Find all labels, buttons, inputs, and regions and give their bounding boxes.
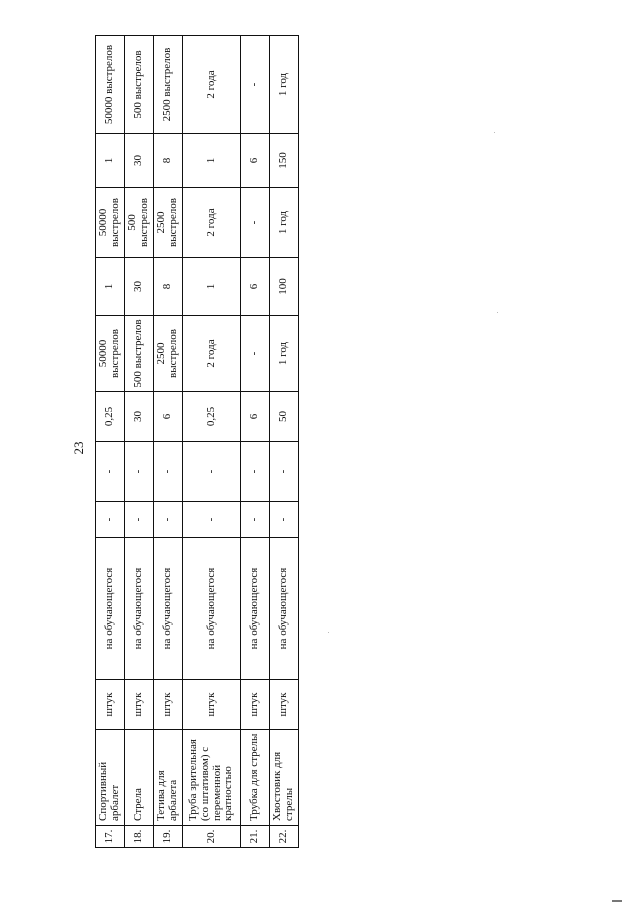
stage3-quantity: 1	[96, 258, 125, 316]
basis-cell: на обучающегося	[96, 538, 125, 680]
stage4-lifetime: 2 года	[183, 36, 241, 134]
stage1-quantity: -	[154, 502, 183, 538]
stage3-quantity: 8	[154, 258, 183, 316]
stage1-lifetime: -	[96, 442, 125, 502]
stage2-lifetime: -	[241, 316, 270, 392]
stage4-quantity: 8	[154, 134, 183, 188]
stage3-quantity: 6	[241, 258, 270, 316]
stage1-quantity: -	[183, 502, 241, 538]
stage3-lifetime: 500 выстрелов	[125, 188, 154, 258]
rotated-table-container	[95, 36, 298, 848]
stage4-quantity: 150	[270, 134, 299, 188]
stage3-lifetime: 1 год	[270, 188, 299, 258]
row-number: 17.	[96, 826, 125, 848]
item-name: Трубка для стрелы	[241, 730, 270, 826]
scan-speck	[328, 632, 329, 633]
stage4-quantity: 1	[96, 134, 125, 188]
unit-cell: штук	[241, 680, 270, 730]
scan-mark	[612, 900, 622, 902]
stage4-quantity: 30	[125, 134, 154, 188]
table-row	[154, 36, 183, 848]
row-number: 20.	[183, 826, 241, 848]
stage3-quantity: 100	[270, 258, 299, 316]
unit-cell: штук	[125, 680, 154, 730]
stage3-lifetime: -	[241, 188, 270, 258]
stage2-lifetime: 50000 выстрелов	[96, 316, 125, 392]
scan-speck	[494, 132, 495, 133]
stage1-lifetime: -	[125, 442, 154, 502]
item-name: Хвостовик для стрелы	[270, 730, 299, 826]
table-row	[183, 36, 241, 848]
stage4-quantity: 1	[183, 134, 241, 188]
stage4-lifetime: -	[241, 36, 270, 134]
row-number: 22.	[270, 826, 299, 848]
row-number: 18.	[125, 826, 154, 848]
table-body	[96, 36, 299, 848]
table-row	[96, 36, 125, 848]
unit-cell: штук	[270, 680, 299, 730]
stage1-quantity: -	[270, 502, 299, 538]
stage1-quantity: -	[125, 502, 154, 538]
basis-cell: на обучающегося	[154, 538, 183, 680]
page-number: 23	[71, 441, 86, 455]
stage4-lifetime: 1 год	[270, 36, 299, 134]
stage1-lifetime: -	[183, 442, 241, 502]
stage1-lifetime: -	[241, 442, 270, 502]
basis-cell: на обучающегося	[270, 538, 299, 680]
table-row	[241, 36, 270, 848]
unit-cell: штук	[96, 680, 125, 730]
stage1-quantity: -	[241, 502, 270, 538]
item-name: Труба зрительная (со штативом) с переменной кратностью	[183, 730, 241, 826]
item-name: Тетива для арбалета	[154, 730, 183, 826]
stage2-quantity: 50	[270, 392, 299, 442]
stage2-quantity: 6	[241, 392, 270, 442]
item-name: Спортивный арбалет	[96, 730, 125, 826]
stage2-lifetime: 2 года	[183, 316, 241, 392]
stage3-quantity: 1	[183, 258, 241, 316]
unit-cell: штук	[154, 680, 183, 730]
equipment-table	[95, 35, 299, 848]
stage4-lifetime: 500 выстрелов	[125, 36, 154, 134]
unit-cell: штук	[183, 680, 241, 730]
basis-cell: на обучающегося	[241, 538, 270, 680]
stage1-lifetime: -	[270, 442, 299, 502]
basis-cell: на обучающегося	[125, 538, 154, 680]
stage4-lifetime: 50000 выстрелов	[96, 36, 125, 134]
stage2-quantity: 30	[125, 392, 154, 442]
table-row	[125, 36, 154, 848]
stage2-lifetime: 500 выстрелов	[125, 316, 154, 392]
item-name: Стрела	[125, 730, 154, 826]
stage2-lifetime: 1 год	[270, 316, 299, 392]
stage3-lifetime: 2500 выстрелов	[154, 188, 183, 258]
stage1-quantity: -	[96, 502, 125, 538]
row-number: 19.	[154, 826, 183, 848]
stage2-quantity: 6	[154, 392, 183, 442]
stage4-lifetime: 2500 выстрелов	[154, 36, 183, 134]
row-number: 21.	[241, 826, 270, 848]
stage3-lifetime: 50000 выстрелов	[96, 188, 125, 258]
stage2-quantity: 0,25	[96, 392, 125, 442]
scan-speck	[497, 312, 498, 313]
stage1-lifetime: -	[154, 442, 183, 502]
stage2-lifetime: 2500 выстрелов	[154, 316, 183, 392]
stage2-quantity: 0,25	[183, 392, 241, 442]
basis-cell: на обучающегося	[183, 538, 241, 680]
stage3-quantity: 30	[125, 258, 154, 316]
table-row	[270, 36, 299, 848]
stage4-quantity: 6	[241, 134, 270, 188]
stage3-lifetime: 2 года	[183, 188, 241, 258]
